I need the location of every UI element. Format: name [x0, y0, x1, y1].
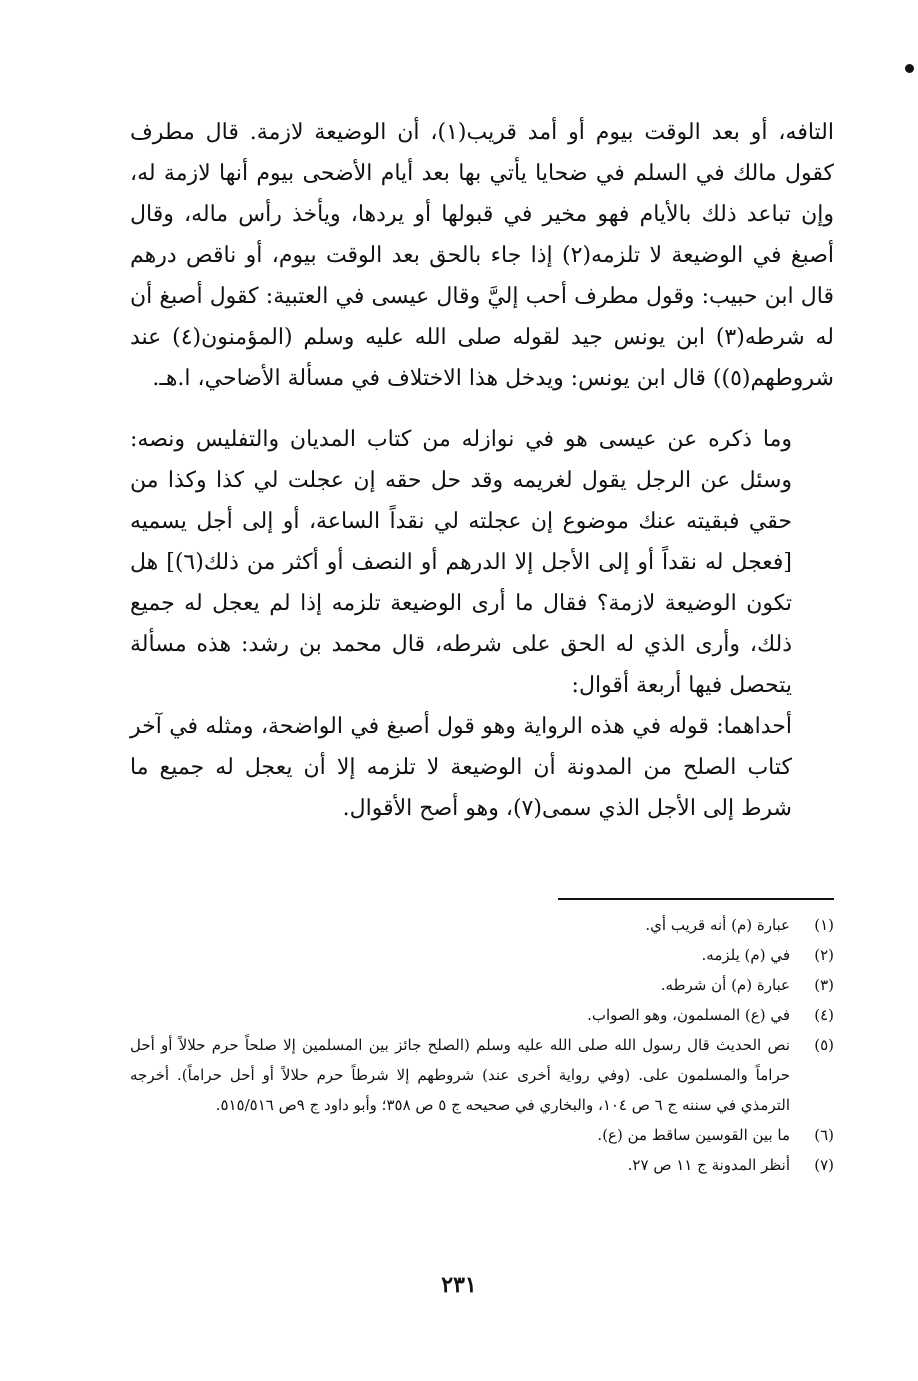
footnote: [130, 1030, 834, 1120]
footnote: [130, 910, 834, 940]
footnote-number: (٣): [814, 976, 834, 994]
footnote-text: أنظر المدونة ج ١١ ص ٢٧.: [627, 1156, 790, 1174]
footnote: [130, 970, 834, 1000]
footnote-text: عبارة (م) أن شرطه.: [660, 976, 790, 994]
footnote: [130, 1120, 834, 1150]
main-text: [130, 112, 834, 829]
page-number: ٢٣١: [441, 1272, 477, 1298]
footnote-number: (٥): [814, 1036, 834, 1054]
paragraph-1: التافه، أو بعد الوقت بيوم أو أمد قريب(١)، أن الوضيعة لازمة. قال مطرف كقول مالك في السلم في ضحايا يأتي بها بعد أيام الأضحى بيوم أنها لازمة له، وإن تباعد ذلك بالأيام فهو مخير في قبولها أو يردها، ويأخذ رأس ماله، وقال أصبغ في الوضيعة لا تلزمه(٢) إذا جاء بالحق بعد الوقت بيوم، أو ناقص درهم قال ابن حبيب: وقول مطرف أحب إليَّ وقال عيسى في العتبية: كقول أصبغ أن له شرطه(٣) ابن يونس جيد لقوله صلى الله عليه وسلم (المؤمنون(٤) عند شروطهم(٥)) قال ابن يونس: ويدخل هذا الاختلاف في مسألة الأضاحي، ا.هـ.: [130, 120, 835, 391]
footnote: [130, 940, 834, 970]
footnote-number: (٦): [814, 1126, 834, 1144]
paragraph-2: وما ذكره عن عيسى هو في نوازله من كتاب المديان والتفليس ونصه: وسئل عن الرجل يقول لغريمه وقد حل حقه إن عجلت لي كذا وكذا من حقي فبقيته عنك موضوع إن عجلته لي نقداً الساعة، أو إلى أجل يسميه [فعجل له نقداً أو إلى الأجل إلا الدرهم أو النصف أو أكثر من ذلك(٦)] هل تكون الوضيعة لازمة؟ فقال ما أرى الوضيعة تلزمه إذا لم يعجل له جميع ذلك، وأرى الذي له الحق على شرطه، قال محمد بن رشد: هذه مسألة يتحصل فيها أربعة أقوال:: [130, 427, 793, 698]
paragraph-3: أحداهما: قوله في هذه الرواية وهو قول أصبغ في الواضحة، ومثله في آخر كتاب الصلح من المدونة أن الوضيعة لا تلزمه إلا أن يعجل له جميع ما شرط إلى الأجل الذي سمى(٧)، وهو أصح الأقوال.: [130, 714, 792, 821]
scan-mark: [905, 64, 914, 73]
footnote-text: نص الحديث قال رسول الله صلى الله عليه وسلم (الصلح جائز بين المسلمين إلا صلحاً حرم حلالاً أو أحل حراماً والمسلمون على. (وفي رواية أخرى عند) شروطهم إلا شرطاً حرم حلالاً أو أحل حراماً). أخرجه الترمذي في سننه ج ٦ ص ١٠٤، والبخاري في صحيحه ج ٥ ص ٣٥٨؛ وأبو داود ج ٩ص ٥١٥/٥١٦.: [130, 1036, 790, 1114]
footnote-text: في (ع) المسلمون، وهو الصواب.: [587, 1006, 790, 1024]
footnote-separator: [558, 898, 834, 900]
footnote: [130, 1150, 834, 1180]
footnote-number: (٧): [814, 1156, 834, 1174]
footnote-number: (٤): [814, 1006, 834, 1024]
footnotes: [130, 910, 834, 1180]
footnote: [130, 1000, 834, 1030]
footnote-number: (٢): [814, 946, 834, 964]
footnote-text: عبارة (م) أنه قريب أي.: [645, 916, 790, 934]
footnote-number: (١): [814, 916, 834, 934]
footnote-text: في (م) يلزمه.: [701, 946, 790, 964]
footnote-text: ما بين القوسين ساقط من (ع).: [597, 1126, 790, 1144]
